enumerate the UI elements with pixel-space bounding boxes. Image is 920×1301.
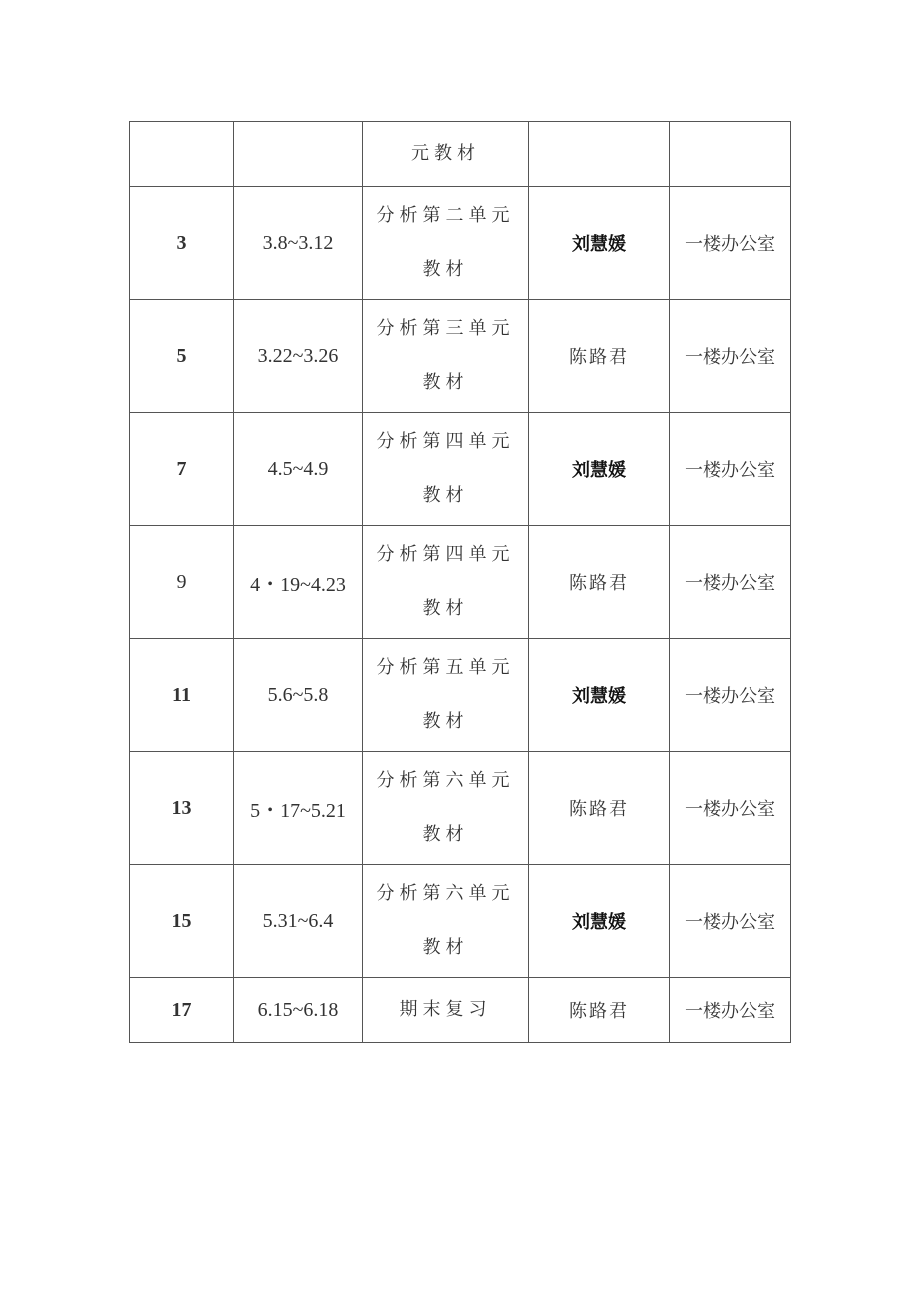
- week-cell: 11: [130, 639, 234, 752]
- topic-cell: [363, 752, 529, 865]
- person-cell: [529, 122, 670, 187]
- topic-cell: [363, 413, 529, 526]
- date-cell: 5.6~5.8: [234, 639, 363, 752]
- date-cell: 3.22~3.26: [234, 300, 363, 413]
- schedule-table: [129, 121, 791, 1043]
- topic-cell: [363, 187, 529, 300]
- place-cell: 一楼办公室: [670, 413, 791, 526]
- place-cell: 一楼办公室: [670, 865, 791, 978]
- place-cell: 一楼办公室: [670, 639, 791, 752]
- topic-cell: [363, 978, 529, 1043]
- person-cell: 刘慧媛: [529, 865, 670, 978]
- person-cell: 陈路君: [529, 300, 670, 413]
- topic-cell: [363, 526, 529, 639]
- topic-cell: [363, 122, 529, 187]
- topic-text: 期末复习: [399, 999, 492, 1020]
- place-cell: 一楼办公室: [670, 300, 791, 413]
- date-cell: 6.15~6.18: [234, 978, 363, 1043]
- date-cell: [234, 122, 363, 187]
- week-cell: 13: [130, 752, 234, 865]
- week-cell: 7: [130, 413, 234, 526]
- place-cell: 一楼办公室: [670, 526, 791, 639]
- schedule-table-body: [130, 122, 791, 1043]
- week-cell: 17: [130, 978, 234, 1043]
- table-row: [130, 639, 791, 752]
- place-cell: 一楼办公室: [670, 187, 791, 300]
- table-row: [130, 752, 791, 865]
- week-cell: 9: [130, 526, 234, 639]
- place-cell: 一楼办公室: [670, 752, 791, 865]
- topic-text: 分析第四单元教材: [376, 544, 515, 619]
- date-cell: 4.5~4.9: [234, 413, 363, 526]
- table-row: [130, 526, 791, 639]
- table-row: [130, 122, 791, 187]
- person-cell: 刘慧媛: [529, 187, 670, 300]
- place-cell: [670, 122, 791, 187]
- topic-cell: [363, 300, 529, 413]
- place-cell: 一楼办公室: [670, 978, 791, 1043]
- person-cell: 陈路君: [529, 526, 670, 639]
- week-cell: 3: [130, 187, 234, 300]
- topic-text: 元教材: [411, 143, 480, 164]
- person-cell: 陈路君: [529, 752, 670, 865]
- table-row: [130, 187, 791, 300]
- date-cell: 4・19~4.23: [234, 526, 363, 639]
- topic-cell: [363, 639, 529, 752]
- person-cell: 陈路君: [529, 978, 670, 1043]
- topic-text: 分析第六单元教材: [376, 883, 515, 958]
- week-cell: [130, 122, 234, 187]
- table-row: [130, 865, 791, 978]
- date-cell: 5・17~5.21: [234, 752, 363, 865]
- person-cell: 刘慧媛: [529, 639, 670, 752]
- topic-text: 分析第六单元教材: [376, 770, 515, 845]
- date-cell: 5.31~6.4: [234, 865, 363, 978]
- table-row: [130, 300, 791, 413]
- week-cell: 5: [130, 300, 234, 413]
- table-row: [130, 978, 791, 1043]
- topic-text: 分析第四单元教材: [376, 431, 515, 506]
- topic-text: 分析第二单元教材: [376, 205, 515, 280]
- table-row: [130, 413, 791, 526]
- date-cell: 3.8~3.12: [234, 187, 363, 300]
- person-cell: 刘慧媛: [529, 413, 670, 526]
- week-cell: 15: [130, 865, 234, 978]
- topic-cell: [363, 865, 529, 978]
- topic-text: 分析第五单元教材: [376, 657, 515, 732]
- topic-text: 分析第三单元教材: [376, 318, 515, 393]
